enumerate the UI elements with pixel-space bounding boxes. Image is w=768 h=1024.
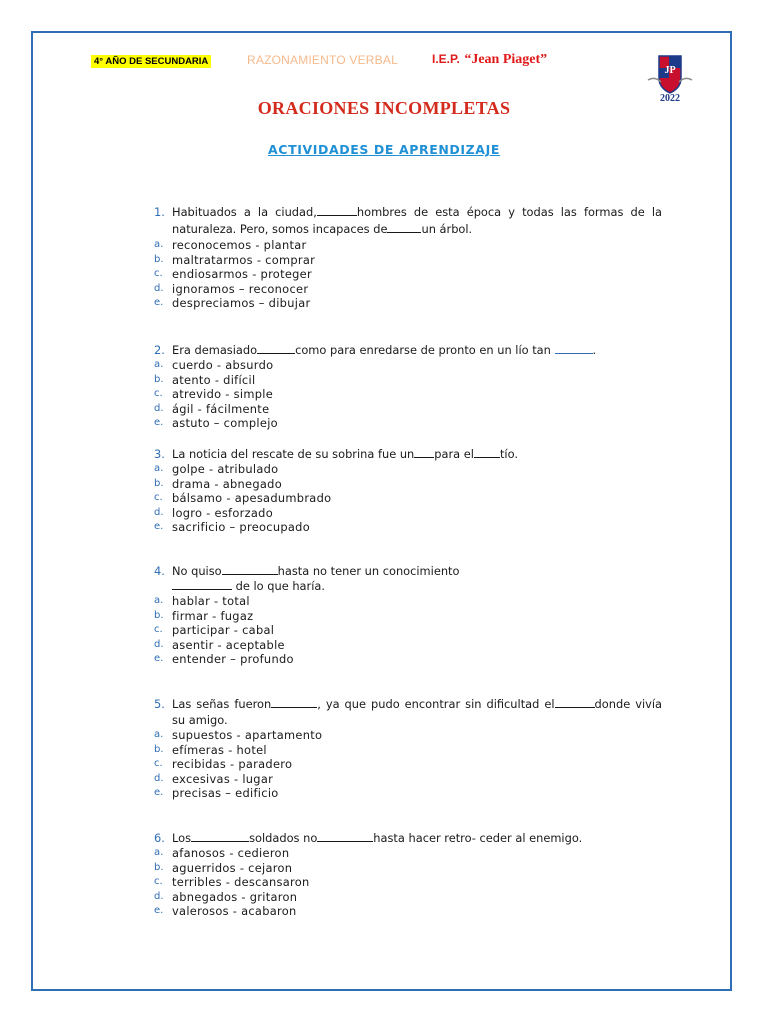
option-c: c. endiosarmos - proteger — [154, 267, 312, 282]
subject-label: RAZONAMIENTO VERBAL — [247, 53, 398, 67]
option-c: c. participar - cabal — [154, 623, 275, 638]
logo-year: 2022 — [660, 93, 680, 102]
options-list — [154, 846, 662, 919]
options-list — [154, 462, 662, 535]
option-d: d. logro - esforzado — [154, 505, 273, 520]
option-e: e. sacrificio – preocupado — [154, 520, 310, 535]
options-list — [154, 594, 662, 667]
question-text: Era demasiado como para enredarse de pronto en un lío tan . — [172, 343, 597, 357]
options-list — [154, 238, 662, 311]
option-c: c. atrevido - simple — [154, 387, 274, 402]
question-5 — [154, 696, 662, 801]
question-text: La noticia del rescate de su sobrina fue un para el tío. — [172, 447, 518, 461]
option-d: d. ágil - fácilmente — [154, 401, 270, 416]
option-d: d. excesivas - lugar — [154, 771, 274, 786]
question-text: No quiso hasta no tener un conocimiento de lo que haría. — [172, 564, 460, 593]
option-e: e. precisas – edificio — [154, 786, 279, 801]
question-3 — [154, 447, 662, 535]
school-label — [432, 52, 547, 68]
options-list — [154, 728, 662, 801]
question-text: Habituados a la ciudad, hombres de esta época y todas las formas de la naturaleza. Pero, somos incapaces de un árbol. — [172, 205, 662, 236]
logo-initials: JP — [664, 65, 676, 76]
option-e: e. despreciamos – dibujar — [154, 296, 311, 311]
school-name: “Jean Piaget” — [464, 52, 548, 67]
section-subtitle: ACTIVIDADES DE APRENDIZAJE — [268, 142, 500, 157]
question-number: 4. — [154, 564, 165, 578]
question-6 — [154, 831, 662, 919]
option-b: b. maltratarmos - comprar — [154, 252, 316, 267]
option-a: a. reconocemos - plantar — [154, 238, 307, 252]
option-b: b. atento - difícil — [154, 372, 256, 387]
school-logo-icon — [645, 52, 695, 102]
option-a: a. supuestos - apartamento — [154, 728, 323, 742]
option-b: b. drama - abnegado — [154, 476, 282, 491]
page-title: ORACIONES INCOMPLETAS — [257, 98, 511, 118]
question-4 — [154, 564, 662, 667]
options-list — [154, 358, 662, 431]
option-a: a. hablar - total — [154, 594, 250, 608]
option-e: e. astuto – complejo — [154, 416, 278, 431]
grade-label: 4° AÑO DE SECUNDARIA — [91, 55, 211, 68]
option-c: c. terribles - descansaron — [154, 875, 310, 890]
option-a: a. afanosos - cedieron — [154, 846, 290, 860]
option-c: c. recibidas - paradero — [154, 757, 293, 772]
question-number: 1. — [154, 205, 165, 219]
option-b: b. efímeras - hotel — [154, 742, 267, 757]
school-prefix: I.E.P. — [432, 52, 460, 66]
option-e: e. valerosos - acabaron — [154, 904, 297, 919]
question-text: Las señas fueron , ya que pudo encontrar sin dificultad el donde vivía su amigo. — [172, 697, 662, 727]
question-number: 5. — [154, 697, 165, 711]
option-b: b. firmar - fugaz — [154, 608, 254, 623]
question-2 — [154, 343, 662, 431]
question-1 — [154, 204, 662, 311]
question-text: Los soldados no hasta hacer retro- ceder al enemigo. — [172, 831, 583, 845]
question-number: 6. — [154, 831, 165, 845]
option-a: a. golpe - atribulado — [154, 462, 279, 476]
option-b: b. aguerridos - cejaron — [154, 860, 293, 875]
option-e: e. entender – profundo — [154, 652, 294, 667]
option-c: c. bálsamo - apesadumbrado — [154, 491, 332, 506]
option-d: d. ignoramos – reconocer — [154, 281, 309, 296]
option-d: d. asentir - aceptable — [154, 637, 285, 652]
question-number: 3. — [154, 447, 165, 461]
question-number: 2. — [154, 343, 165, 357]
option-a: a. cuerdo - absurdo — [154, 358, 274, 372]
option-d: d. abnegados - gritaron — [154, 889, 298, 904]
